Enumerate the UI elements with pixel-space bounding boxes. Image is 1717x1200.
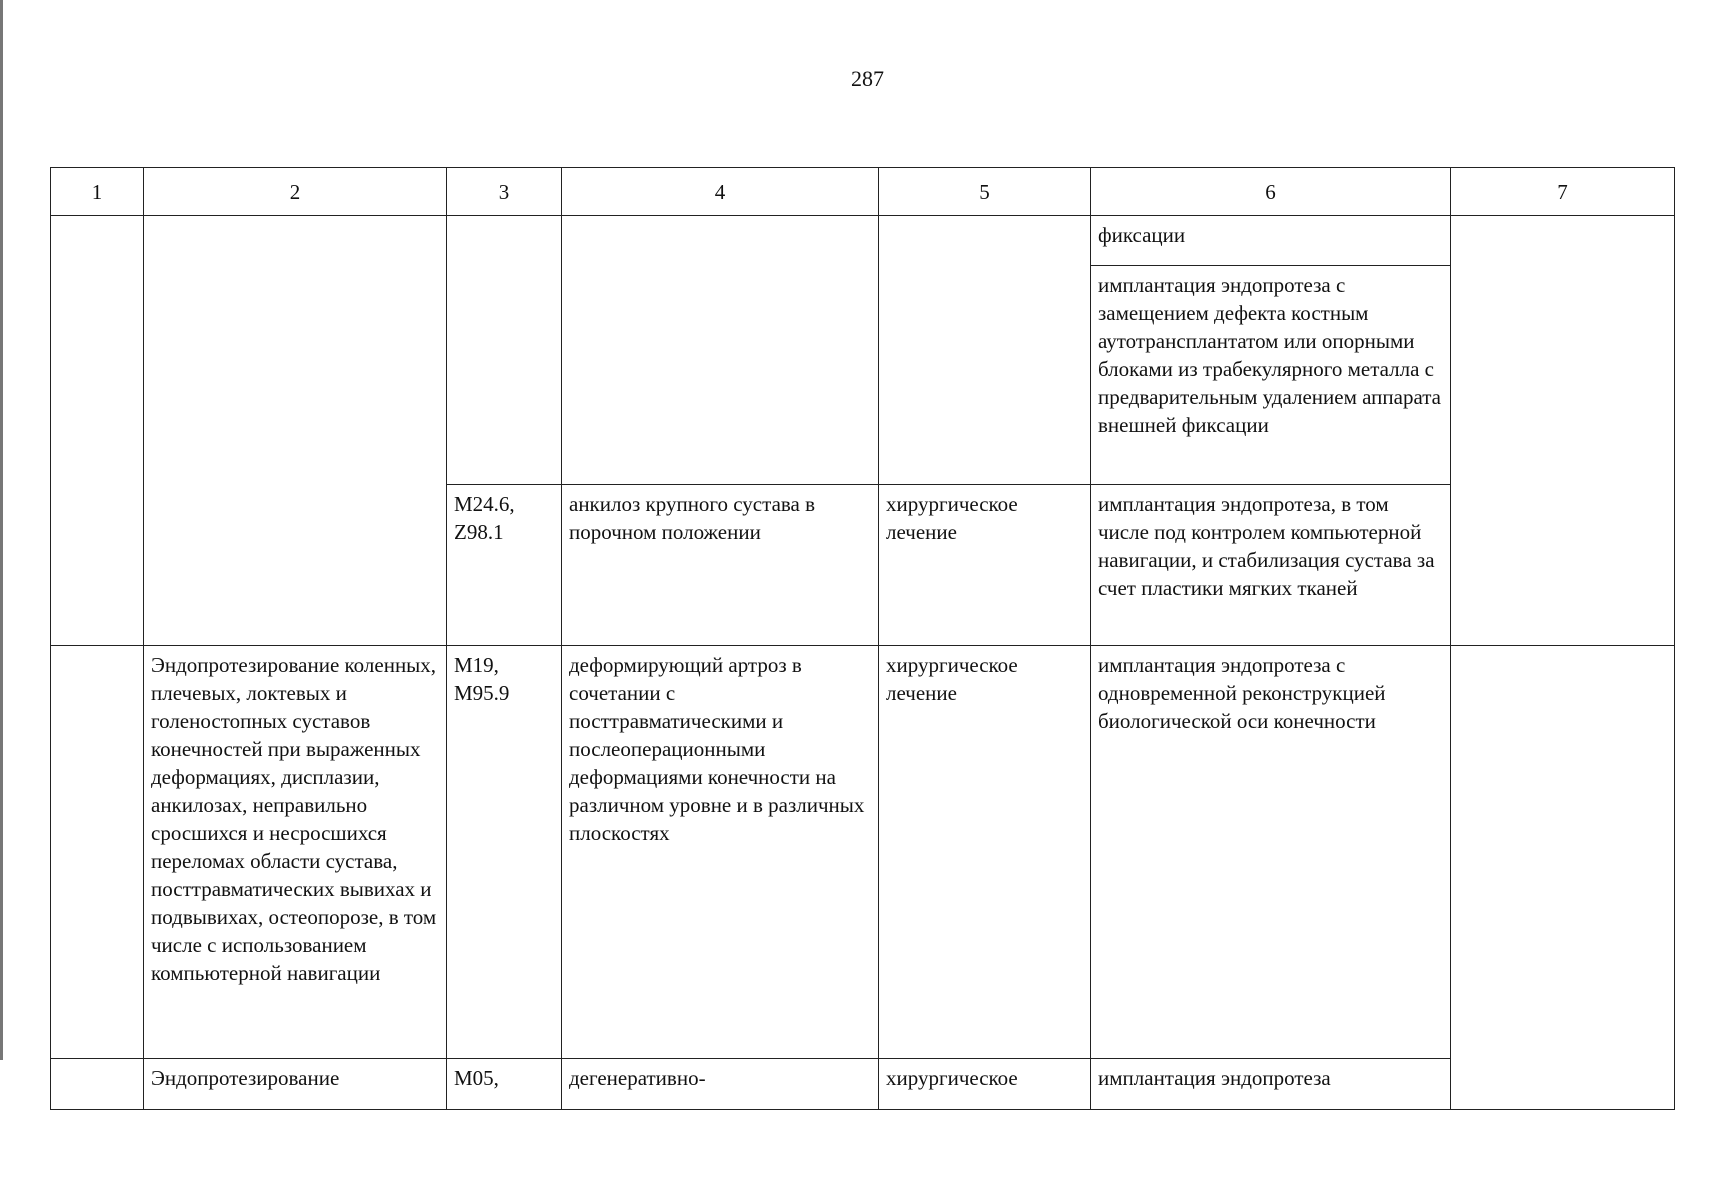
header-cell-4: 4 [562, 168, 879, 216]
cell-col7 [1451, 646, 1675, 1110]
cell-col2-procedure: Эндопротезирование [144, 1059, 447, 1110]
procedures-table [50, 167, 1675, 1110]
header-cell-3: 3 [447, 168, 562, 216]
cell-col1 [51, 646, 144, 1059]
cell-col5-treatment: хирургическое лечение [879, 485, 1091, 646]
cell-col1 [51, 216, 144, 646]
header-cell-5: 5 [879, 168, 1091, 216]
cell-col2 [144, 216, 447, 646]
page-number: 287 [851, 66, 884, 91]
cell-col5-treatment: хирургическое лечение [879, 646, 1091, 1059]
cell-col2-procedure: Эндопротезирование коленных, плечевых, локтевых и голеностопных суставов конечностей при выраженных деформациях, дисплазии, анкилозах, неправильно сросшихся и несросшихся переломах области сустава, посттравматических вывихах и подвывихах, остеопорозе, в том числе с использованием компьютерной навигации [144, 646, 447, 1059]
cell-col6-fixation: фиксации [1091, 216, 1451, 266]
cell-col5-treatment: хирургическое [879, 1059, 1091, 1110]
table-row [51, 646, 1675, 1059]
header-cell-6: 6 [1091, 168, 1451, 216]
cell-col6-method: имплантация эндопротеза с одновременной реконструкцией биологической оси конечности [1091, 646, 1451, 1059]
header-cell-7: 7 [1451, 168, 1675, 216]
table-row [51, 216, 1675, 266]
header-cell-2: 2 [144, 168, 447, 216]
cell-col3-codes: M05, [447, 1059, 562, 1110]
cell-col3-codes: M19, M95.9 [447, 646, 562, 1059]
cell-col4-diagnosis: деформирующий артроз в сочетании с посттравматическими и послеоперационными деформациями конечности на различном уровне и в различных плоскостях [562, 646, 879, 1059]
cell-col3-codes: M24.6, Z98.1 [447, 485, 562, 646]
cell-col3 [447, 216, 562, 485]
cell-col5 [879, 216, 1091, 485]
cell-col6-implant-autograft: имплантация эндопротеза с замещением дефекта костным аутотрансплантатом или опорными блоками из трабекулярного металла с предварительным удалением аппарата внешней фиксации [1091, 266, 1451, 485]
cell-col6-method: имплантация эндопротеза [1091, 1059, 1451, 1110]
cell-col6-method: имплантация эндопротеза, в том числе под контролем компьютерной навигации, и стабилизация сустава за счет пластики мягких тканей [1091, 485, 1451, 646]
cell-col4 [562, 216, 879, 485]
cell-col7 [1451, 216, 1675, 646]
table-header-row [51, 168, 1675, 216]
cell-col1 [51, 1059, 144, 1110]
table-row [51, 1059, 1675, 1110]
scan-edge [0, 0, 3, 1060]
cell-col4-diagnosis: дегенеративно- [562, 1059, 879, 1110]
header-cell-1: 1 [51, 168, 144, 216]
cell-col4-diagnosis: анкилоз крупного сустава в порочном положении [562, 485, 879, 646]
